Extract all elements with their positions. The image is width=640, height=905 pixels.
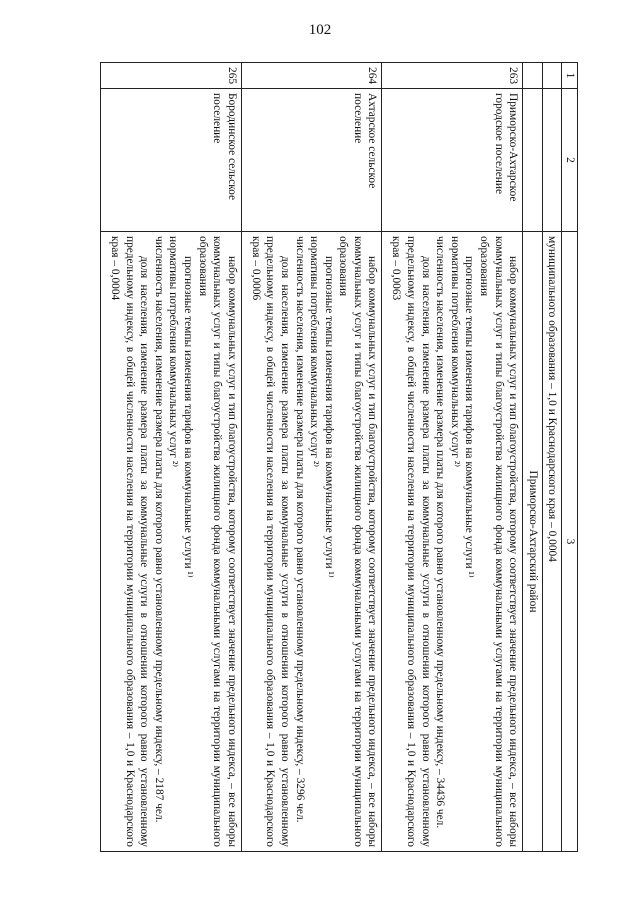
prev-row-tail: муниципального образования – 1,0 и Краснодарского края – 0,0004 [542, 232, 562, 852]
row-description [382, 232, 523, 852]
table-row [542, 63, 562, 852]
table-row [382, 63, 523, 852]
empty-cell [542, 89, 562, 232]
table-row [241, 63, 382, 852]
consumption-norms-text: нормативы потребления коммунальных услуг ²⁾ [448, 236, 461, 468]
page-number: 102 [308, 22, 332, 38]
population-count-text: численность населения, изменение размера платы для которого равно установленному предельному индексу, – 3296 чел. [293, 236, 306, 823]
empty-cell [523, 89, 543, 232]
population-share-text: доля населения, изменение размера платы за коммунальные услуги в отношении которого равно установленному предельному индексу, в общей численности населения на территории муниципального образования – 1,0 и Краснодарского края – 0,0004 [109, 236, 151, 847]
tariff-rate-text: прогнозные темпы изменения тарифов на коммунальные услуги ¹⁾ [463, 256, 476, 578]
consumption-norms-text: нормативы потребления коммунальных услуг ²⁾ [167, 236, 180, 468]
empty-cell [542, 63, 562, 89]
row-number: 263 [382, 63, 523, 89]
service-set-text: набор коммунальных услуг и тип благоустройства, которому соответствует значение предельного индекса, – все наборы коммунальных услуг и типы благоустройства жилищного фонда коммунальными услугами на территории муниципального образования [196, 236, 238, 847]
tariff-rate-text: прогнозные темпы изменения тарифов на коммунальные услуги ¹⁾ [181, 256, 194, 578]
population-share-text: доля населения, изменение размера платы за коммунальные услуги в отношении которого равно установленному предельному индексу, в общей численности населения на территории муниципального образования – 1,0 и Краснодарского края – 0,0063 [390, 236, 432, 847]
document-table [100, 62, 578, 852]
row-number: 264 [241, 63, 382, 89]
population-count-text: численность населения, изменение размера платы для которого равно установленному предельному индексу, – 34436 чел. [434, 236, 447, 829]
header-col-1: 1 [562, 63, 578, 89]
tariff-rate-text: прогнозные темпы изменения тарифов на коммунальные услуги ¹⁾ [322, 256, 335, 578]
region-title: Приморско-Ахтарский район [523, 232, 543, 852]
header-col-3: 3 [562, 232, 578, 852]
header-col-2: 2 [562, 89, 578, 232]
service-set-text: набор коммунальных услуг и тип благоустройства, которому соответствует значение предельного индекса, – все наборы коммунальных услуг и типы благоустройства жилищного фонда коммунальными услугами на территории муниципального образования [478, 236, 520, 847]
region-row [523, 63, 543, 852]
settlement-name: Ахтарское сельское поселение [241, 89, 382, 232]
rotated-table-container [100, 62, 578, 852]
settlement-name: Бородинское сельское поселение [101, 89, 242, 232]
table-header-row [562, 63, 578, 852]
service-set-text: набор коммунальных услуг и тип благоустройства, которому соответствует значение предельного индекса, – все наборы коммунальных услуг и типы благоустройства жилищного фонда коммунальными услугами на территории муниципального образования [337, 236, 379, 847]
population-share-text: доля населения, изменение размера платы за коммунальные услуги в отношении которого равно установленному предельному индексу, в общей численности населения на территории муниципального образования – 1,0 и Краснодарского края – 0,0006 [249, 236, 291, 847]
row-number: 265 [101, 63, 242, 89]
table-row [101, 63, 242, 852]
population-count-text: численность населения, изменение размера платы для которого равно установленному предельному индексу, – 2187 чел. [152, 236, 165, 823]
settlement-name: Приморско-Ахтарское городское поселение [382, 89, 523, 232]
row-description [241, 232, 382, 852]
empty-cell [523, 63, 543, 89]
row-description [101, 232, 242, 852]
consumption-norms-text: нормативы потребления коммунальных услуг ²⁾ [308, 236, 321, 468]
